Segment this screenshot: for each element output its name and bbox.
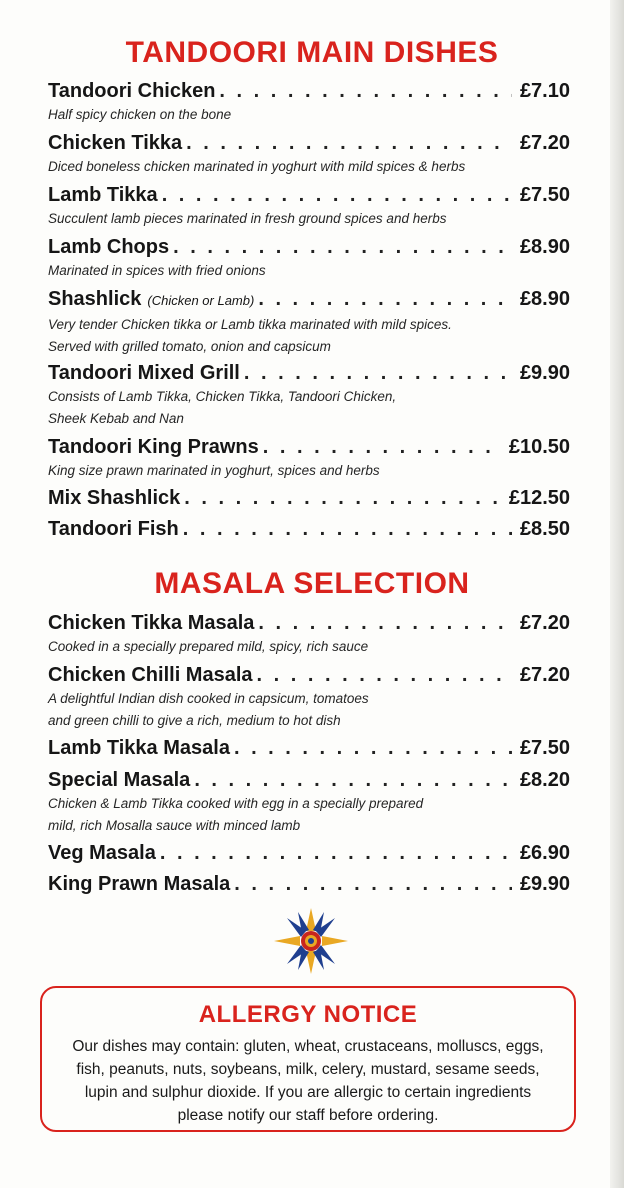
allergy-notice-title: ALLERGY NOTICE [198, 1001, 418, 1028]
item-price: £12.50 [508, 487, 570, 509]
item-description: King size prawn marinated in yoghurt, spices and herbs [48, 463, 380, 478]
item-name: Lamb Tikka Masala [48, 737, 230, 759]
menu-item-special-masala [48, 768, 570, 836]
leader-dots [219, 79, 512, 103]
item-price: £7.20 [519, 132, 570, 154]
leader-dots [234, 872, 512, 896]
menu-item-chicken-chilli-masala [48, 663, 570, 731]
section-title-masala: MASALA SELECTION [154, 567, 470, 600]
menu-item-tandoori-fish [48, 517, 570, 541]
item-name: Mix Shashlick [48, 487, 181, 509]
item-description-line2: Sheek Kebab and Nan [48, 411, 184, 426]
item-price: £8.20 [519, 769, 570, 791]
item-description: Marinated in spices with fried onions [48, 263, 266, 278]
menu-item-tandoori-chicken [48, 79, 570, 125]
item-price: £7.20 [519, 664, 570, 686]
leader-dots [258, 611, 512, 635]
item-description: Chicken & Lamb Tikka cooked with egg in a specially prepared [48, 796, 424, 811]
item-price: £7.20 [519, 612, 570, 634]
item-description: Cooked in a specially prepared mild, spicy, rich sauce [48, 639, 369, 654]
allergy-line-2: fish, peanuts, nuts, soybeans, milk, celery, mustard, sesame seeds, [76, 1061, 540, 1078]
menu-item-tandoori-mixed-grill [48, 361, 570, 429]
item-description-line2: and green chilli to give a rich, medium to hot dish [48, 713, 341, 728]
item-name: Chicken Chilli Masala [48, 664, 253, 686]
item-name: Lamb Tikka [48, 184, 158, 206]
section-title-tandoori: TANDOORI MAIN DISHES [125, 36, 499, 69]
leader-dots [194, 768, 512, 792]
item-price: £10.50 [508, 436, 570, 458]
item-name: Chicken Tikka Masala [48, 612, 255, 634]
leader-dots [183, 517, 512, 541]
leader-dots [234, 736, 512, 760]
menu-item-tandoori-king-prawns [48, 435, 570, 481]
item-description: Succulent lamb pieces marinated in fresh ground spices and herbs [48, 211, 447, 226]
item-price: £8.50 [519, 518, 570, 540]
item-price: £7.50 [519, 737, 570, 759]
leader-dots [244, 361, 512, 385]
allergy-notice-text [48, 1035, 568, 1127]
menu-item-lamb-tikka [48, 183, 570, 229]
item-name: King Prawn Masala [48, 873, 231, 895]
menu-item-lamb-tikka-masala [48, 736, 570, 760]
leader-dots [186, 131, 512, 155]
leader-dots [263, 435, 501, 459]
item-price: £7.10 [519, 80, 570, 102]
menu-item-chicken-tikka-masala [48, 611, 570, 657]
leader-dots [160, 841, 512, 865]
item-name: Tandoori Mixed Grill [48, 362, 240, 384]
item-name: Tandoori King Prawns [48, 436, 259, 458]
item-description: Consists of Lamb Tikka, Chicken Tikka, Tandoori Chicken, [48, 389, 397, 404]
item-description: A delightful Indian dish cooked in capsicum, tomatoes [48, 691, 369, 706]
item-price: £6.90 [519, 842, 570, 864]
item-name: Chicken Tikka [48, 132, 183, 154]
allergy-line-4: please notify our staff before ordering. [177, 1107, 439, 1124]
item-name: Veg Masala [48, 842, 156, 864]
item-description: Diced boneless chicken marinated in yoghurt with mild spices & herbs [48, 159, 466, 174]
item-price: £9.90 [519, 362, 570, 384]
menu-item-lamb-chops [48, 235, 570, 281]
item-description: Very tender Chicken tikka or Lamb tikka marinated with mild spices. [48, 317, 452, 332]
leader-dots [173, 235, 512, 259]
item-name: Special Masala [48, 769, 191, 791]
item-description-line2: Served with grilled tomato, onion and capsicum [48, 339, 331, 354]
mandala-star-icon [272, 906, 350, 976]
allergy-line-3: lupin and sulphur dioxide. If you are allergic to certain ingredients [84, 1084, 532, 1101]
menu-item-king-prawn-masala [48, 872, 570, 896]
item-name: Lamb Chops [48, 236, 170, 258]
item-price: £8.90 [519, 236, 570, 258]
item-price: £8.90 [519, 288, 570, 310]
item-name: Shashlick (Chicken or Lamb) [48, 288, 255, 310]
item-name: Tandoori Fish [48, 518, 179, 540]
leader-dots [162, 183, 512, 207]
allergy-line-1: Our dishes may contain: gluten, wheat, crustaceans, molluscs, eggs, [72, 1038, 544, 1055]
leader-dots [257, 663, 512, 687]
menu-item-shashlick [48, 287, 570, 357]
item-note: (Chicken or Lamb) [147, 293, 255, 308]
leader-dots [258, 287, 512, 311]
allergy-notice-box [40, 986, 576, 1132]
item-price: £7.50 [519, 184, 570, 206]
menu-item-chicken-tikka [48, 131, 570, 177]
menu-item-mix-shashlick [48, 486, 570, 510]
leader-dots [184, 486, 501, 510]
menu-item-veg-masala [48, 841, 570, 865]
item-description: Half spicy chicken on the bone [48, 107, 232, 122]
item-name: Tandoori Chicken [48, 80, 216, 102]
item-description-line2: mild, rich Mosalla sauce with minced lamb [48, 818, 301, 833]
item-price: £9.90 [519, 873, 570, 895]
